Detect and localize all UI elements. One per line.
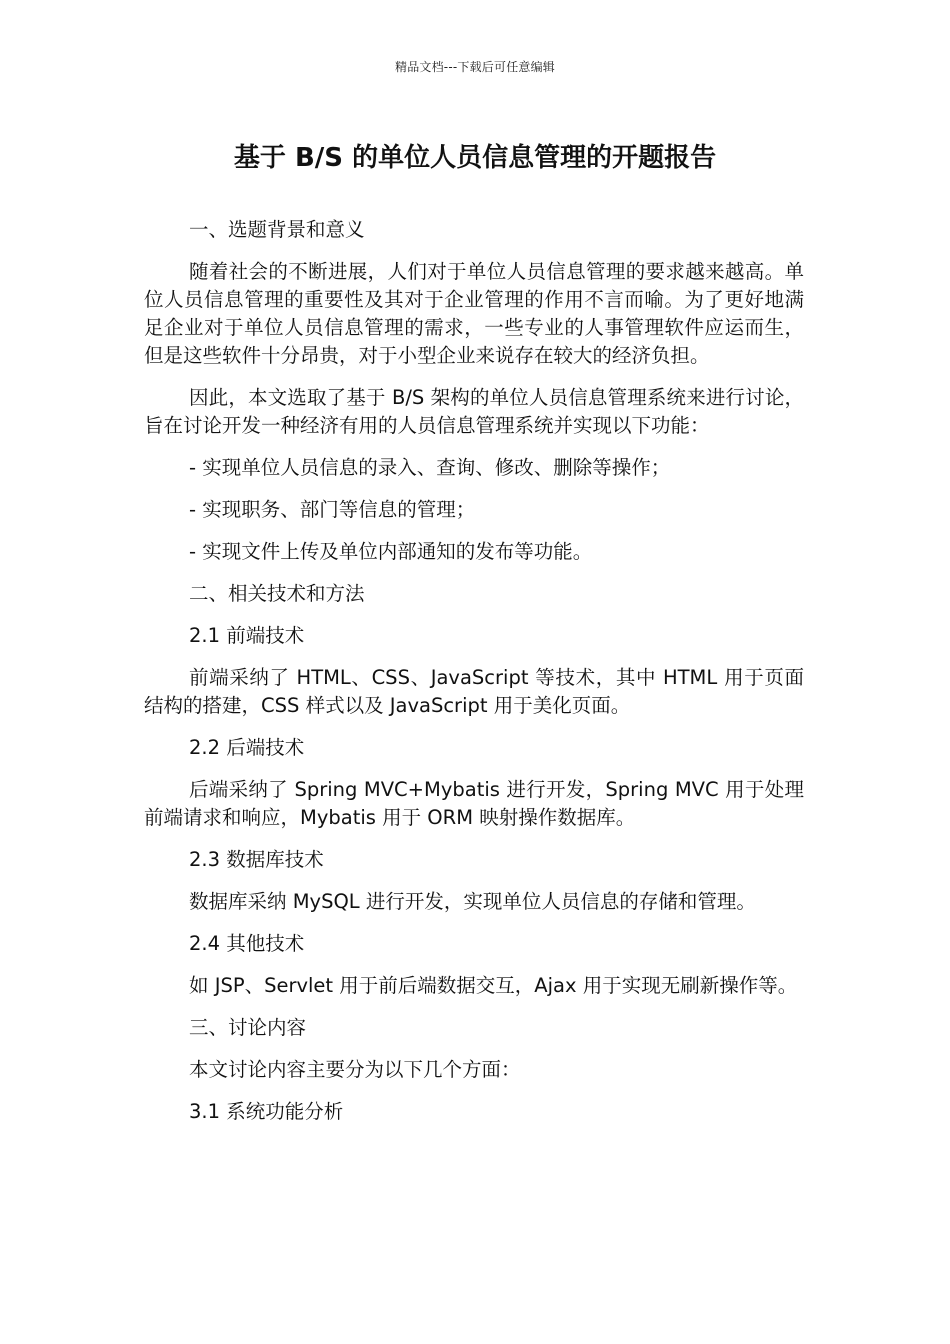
paragraph-research-intro: 本文讨论内容主要分为以下几个方面： [189, 1058, 521, 1081]
paragraph-frontend: 前端采纳了 HTML、CSS、JavaScript 等技术，其中 HTML 用于页面结构的搭建，CSS 样式以及 JavaScript 用于美化页面。 [144, 666, 804, 717]
section-heading-1: 一、选题背景和意义 [189, 218, 365, 241]
document-title: 基于 B/S 的单位人员信息管理的开题报告 [233, 143, 717, 173]
paragraph-background: 随着社会的不断进展，人们对于单位人员信息管理的要求越来越高。单位人员信息管理的重要性及其对于企业管理的作用不言而喻。为了更好地满足企业对于单位人员信息管理的需求，一些专业的人事管理软件应运而生，但是这些软件十分昂贵，对于小型企业来说存在较大的经济负担。 [144, 260, 804, 367]
section-heading-2: 二、相关技术和方法 [189, 582, 365, 605]
list-item-function-2: - 实现职务、部门等信息的管理； [189, 498, 476, 521]
subsection-heading-2-1: 2.1 前端技术 [189, 624, 305, 647]
paragraph-backend: 后端采纳了 Spring MVC+Mybatis 进行开发，Spring MVC 用于处理前端请求和响应，Mybatis 用于 ORM 映射操作数据库。 [144, 778, 804, 829]
paragraph-purpose: 因此，本文选取了基于 B/S 架构的单位人员信息管理系统来进行讨论，旨在讨论开发一种经济有用的人员信息管理系统并实现以下功能： [144, 386, 804, 437]
document-body [144, 216, 804, 1140]
subsection-heading-2-3: 2.3 数据库技术 [189, 848, 324, 871]
subsection-heading-2-2: 2.2 后端技术 [189, 736, 305, 759]
subsection-heading-3-1: 3.1 系统功能分析 [189, 1100, 344, 1123]
subsection-heading-2-4: 2.4 其他技术 [189, 932, 305, 955]
paragraph-database: 数据库采纳 MySQL 进行开发，实现单位人员信息的存储和管理。 [189, 890, 756, 913]
paragraph-other-tech: 如 JSP、Servlet 用于前后端数据交互，Ajax 用于实现无刷新操作等。 [189, 974, 798, 997]
list-item-function-1: - 实现单位人员信息的录入、查询、修改、删除等操作； [189, 456, 671, 479]
list-item-function-3: - 实现文件上传及单位内部通知的发布等功能。 [189, 540, 593, 563]
header-note: 精品文档---下载后可任意编辑 [395, 60, 555, 74]
section-heading-3: 三、讨论内容 [189, 1016, 307, 1039]
